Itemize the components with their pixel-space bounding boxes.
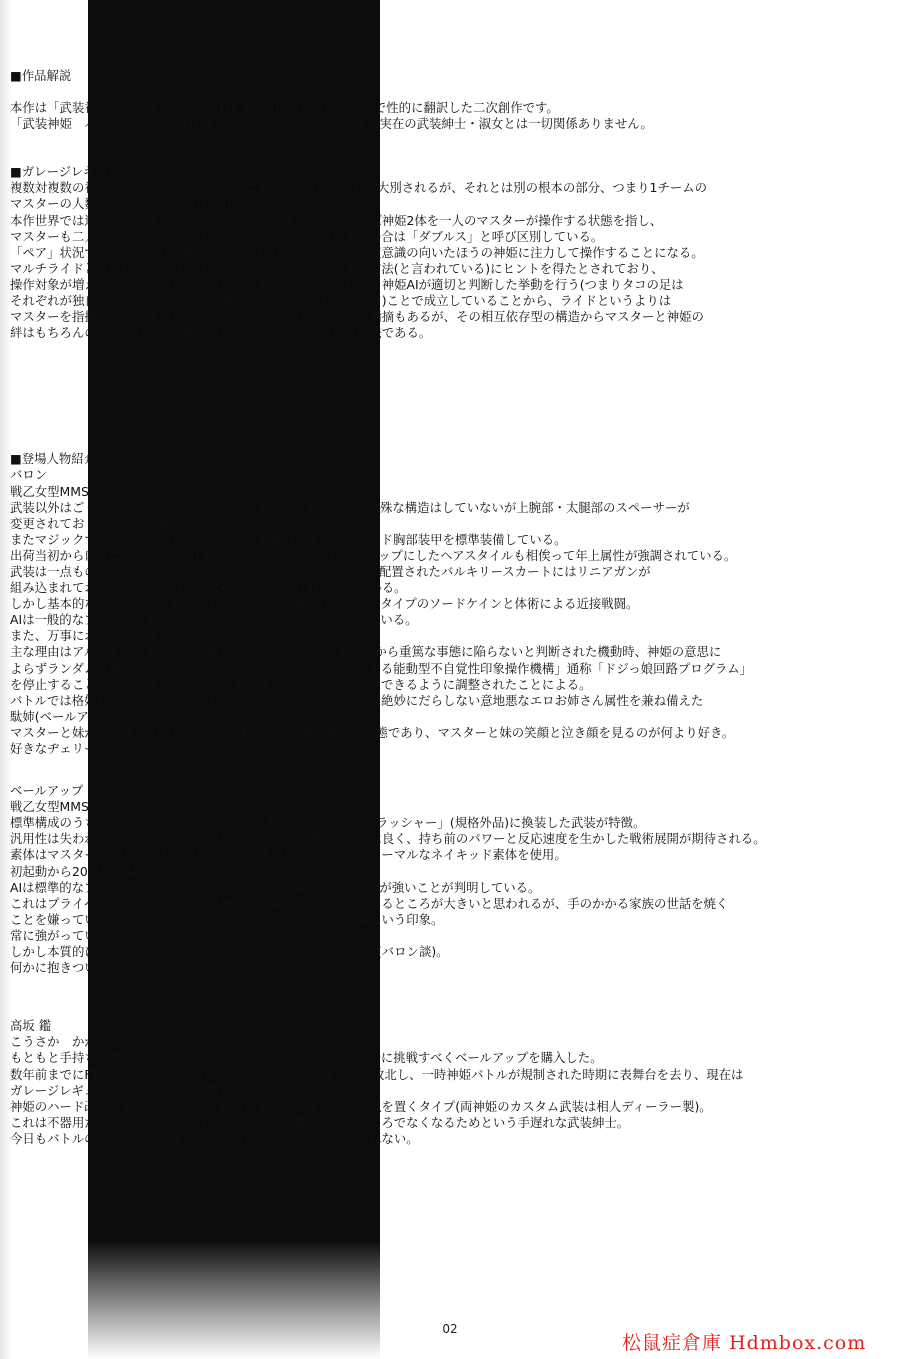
character-bellup [10, 783, 890, 976]
character-line: 汎用性は失われたが元々近接戦闘向けに設計された本機との相性は良く、持ち前のパワーと反応速度を生かした戦術展開が期待される。 [10, 831, 766, 847]
character-name: バロン [10, 467, 48, 483]
commentary-line: 本作は「武装神姫 バトルマスターズMk-2」の世界観を独自解釈で性的に翻訳した二次創作です。 [10, 100, 559, 116]
watermark: 松鼠症倉庫 Hdmbox.com [622, 1332, 867, 1354]
character-line: バトルでは格好良くて綺麗な男装のお姉さんだがプライベートでは絶妙にだらしない意地悪なエロお姉さん属性を兼ね備えた [10, 692, 704, 708]
regulation-line: 操作対象が増えることで散漫かつ曖昧になる脳からの指令に対し、神姫AIが適切と判断した挙動を行う(つまりタコの足は [10, 276, 684, 292]
character-line: AIは標準的なアルトアイネス型に準じているが、本機は内弁慶傾向が強いことが判明している。 [10, 879, 541, 895]
character-type: 戦乙女型MMSアルトレーネ [10, 483, 163, 499]
regulation-line: マスターの人数によってさらに分けられている。 [10, 196, 283, 212]
regulation-section [10, 164, 890, 341]
character-line: もともと手持ちの神姫はバロンのみだったが、マルチライドバトルに挑戦すべくベールアップを購入した。 [10, 1050, 603, 1066]
regulation-line: 複数対複数の神姫を用いた対戦ルールは主に1チームの神姫の数で大別されるが、それとは別の根本の部分、つまり1チームの [10, 180, 708, 196]
character-baron [10, 467, 890, 757]
character-line: マスターと妹が大好きで丁寧なSと上品なMの両方を兼ね備えた変態であり、マスターと妹の笑顔と泣き顔を見るのが何より好き。 [10, 724, 735, 740]
character-line: よらずランダムに機体制御に失敗することで製品イメージを強化する能動型不自覚性印象操作機構」通称「ドジっ娘回路プログラム」 [10, 660, 753, 676]
character-line: 神姫のハード改造技術はあまりなく、操作技術とソフト設計に重点を置くタイプ(両神姫のカスタム武装は相人ディーラー製)。 [10, 1098, 712, 1114]
character-line: AIは一般的なアルトレーネ型に比較すると落ち着きがあり大人びている。 [10, 612, 418, 628]
character-line: これは不器用だからというわけではなく、神姫関節趣味で改造どころでなくなるためという手遅れな武装紳士。 [10, 1114, 630, 1130]
regulation-heading: ■ガレージレギュレーション「タッグマッチ」 [10, 164, 268, 180]
characters-section [10, 451, 890, 1147]
commentary-section [10, 68, 890, 132]
character-line: ガレージレギュレーションを専門に嗜む程度のバトルをしている。 [10, 1082, 381, 1098]
commentary-heading: ■作品解説 [10, 68, 72, 83]
character-name: ベールアップ [10, 783, 84, 799]
regulation-line: マスターを指揮官とした集団という側面が強いのではないかとの指摘もあるが、その相互依存型の構造からマスターと神姫の [10, 309, 704, 325]
character-line: を停止することで、群を抜いて強力な未来予測エンジンを常時活用できるように調整されたことによる。 [10, 676, 592, 692]
character-line: ことを嫌っている訳ではなく、二人が大好きなしっかりものの妹という印象。 [10, 911, 444, 927]
character-line: 好きなヂェリーは赤ワイン。 [10, 741, 170, 756]
character-line: 変更されておりノーマルの素体より手足が長く長身。 [10, 515, 308, 531]
character-line: 駄姉(ベールアップ談)。 [10, 708, 143, 724]
regulation-line: それぞれが独自に一定の思考を持って動いている…と言われている)ことで成立していることから、ライドというよりは [10, 293, 672, 309]
character-name: 高坂 鑑 [10, 1018, 52, 1034]
character-line: 常に強がっているが臆病であり、バトルにはあまり向いていない。 [10, 927, 382, 943]
character-type: 戦乙女型MMSアルトアイネス [10, 799, 174, 815]
character-line: 今日もバトルの間チラ見えしまくりな引き出し股関節から目が放れない。 [10, 1130, 419, 1146]
character-line: しかし本質的にはS気質であるらしく、開花が楽しみであるという(バロン談)。 [10, 944, 449, 960]
character-line: 出荷当初から口元にほくろがあり(素材のムラからくる個体差)、アップにしたヘアスタイルも相俟って年上属性が強調されている。 [10, 547, 737, 563]
character-line: 初起動から20日程でAIは未成熟。 [10, 863, 199, 879]
character-line: これはプライベートではだらしない姉神姫と、寛容なマスターによるところが大きいと思われるが、手のかかる家族の世話を焼く [10, 895, 729, 911]
character-line: 数年前までにF1ランカー級の腕を持っていたが、とある主人公に敗北し、一時神姫バトルが規制された時期に表舞台を去り、現在は [10, 1066, 744, 1082]
characters-heading: ■登場人物紹介 [10, 451, 97, 467]
regulation-line: 「ペア」状況でのマスターは比較的浅い感覚転移状態で、その都度意識の向いたほうの神姫に注力して操作することになる。 [10, 244, 704, 260]
regulation-line: 絆はもちろんのこと、日頃の訓練が大切になる上級者向けの操作法である。 [10, 325, 432, 341]
page-number: 02 [442, 1322, 458, 1336]
character-reading: こうさか かがみ ◯学生 [10, 1034, 161, 1050]
character-line: また、万事において一級策士。 [10, 628, 184, 644]
character-line: 何かに抱きついていないと眠れない。 [10, 960, 221, 976]
character-line: しかし基本的な戦闘嗜好は変わっておらず、主たる戦術はステッキタイプのソードケインと体術による近接戦闘。 [10, 596, 639, 612]
character-kagami [10, 1018, 890, 1147]
character-line: 武装以外はごくノーマルな設計のアルトレーネ型で、取り立てて特殊な構造はしていないが上腕部・太腿部のスペーサーが [10, 499, 690, 515]
regulation-line: マスターも二人で、それぞれが一体の神姫にライドして対戦する場合は「ダブルス」と呼び区別している。 [10, 228, 604, 244]
document-body [10, 68, 890, 1147]
scan-dark-band-fade [88, 1240, 380, 1359]
commentary-line: 「武装神姫 バトルマスターズMk-2」「アニメ 武装神姫」および実在の武装紳士・淑女とは一切関係ありません。 [10, 116, 653, 132]
character-line: 組み込まれており、武装自体は射撃に重点を置いた仕様になっている。 [10, 580, 407, 596]
character-line: 武装は一点もののパーツと通常武装のハイブリッドで、ケープ状に配置されたバルキリースカートにはリニアガンが [10, 563, 651, 579]
character-line: 標準構成のうち、副腕をK社製大型パイルバンカー「スパイラルクラッシャー」(規格外品)に換装した武装が特徴。 [10, 815, 646, 831]
character-line: 主な理由はアルトレーネ型が標準搭載している、「三重の未来予測から重篤な事態に陥らないと判断された機動時、神姫の意思に [10, 644, 722, 660]
character-line: またマジックマーケット社のお家芸である人肌素材によるネイキッド胸部装甲を標準装備している。 [10, 531, 567, 547]
character-line: 素体はマスターの個人的基本方針として着衣運用を想定したごくノーマルなネイキッド素体を使用。 [10, 847, 567, 863]
regulation-line: マルチライドと呼ばれるこの技術は、タコが自分の足を制御する方法(と言われている)にヒントを得たとされており、 [10, 260, 664, 276]
regulation-line: 本作世界では通例として単に「ペア」あるいは「タッグ」と言えば神姫2体を一人のマスターが操作する状態を指し、 [10, 212, 663, 228]
